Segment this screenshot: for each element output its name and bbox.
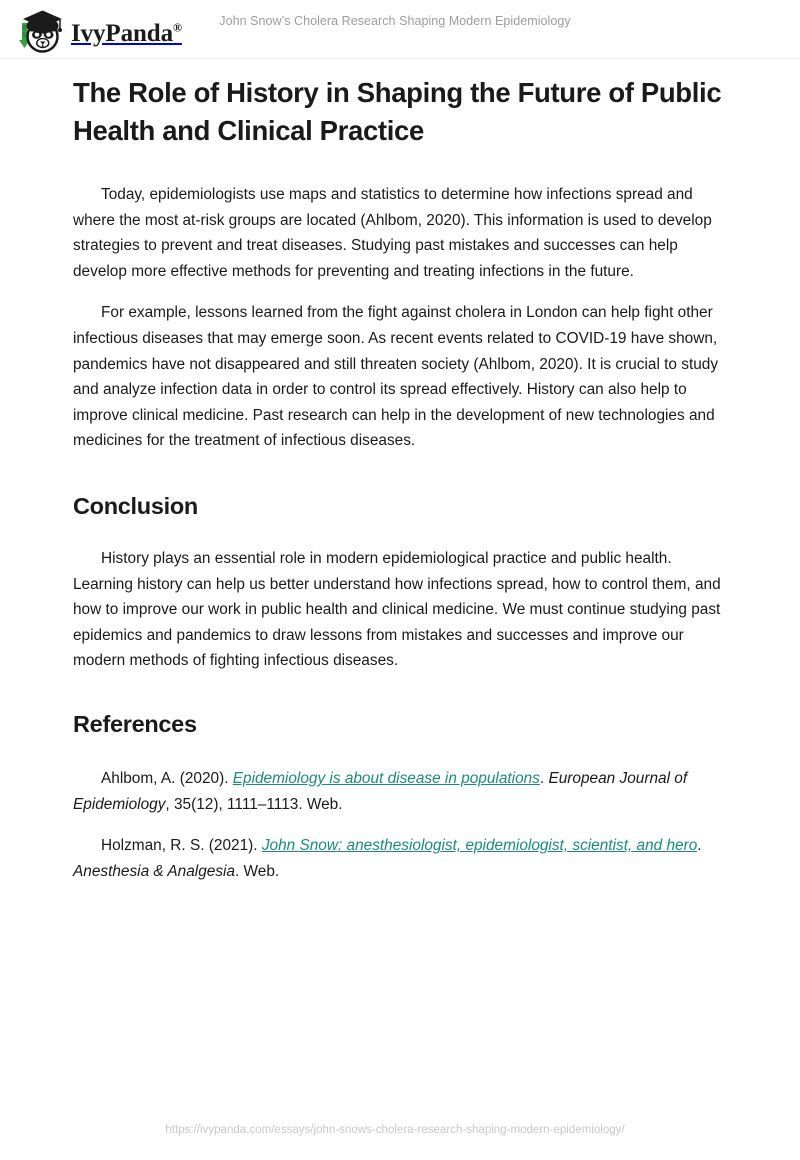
reference-tail: , 35(12), 1111–1113. Web. xyxy=(165,795,343,813)
page-footer xyxy=(0,1120,790,1138)
reference-separator: . xyxy=(697,837,702,855)
reference-author-year: Holzman, R. S. (2021). xyxy=(101,837,262,855)
document-body xyxy=(73,74,727,884)
brand-name-text: IvyPanda xyxy=(71,19,174,47)
reference-entry-1 xyxy=(73,766,727,817)
reference-source: Anesthesia & Analgesia xyxy=(73,862,235,880)
spacer xyxy=(73,150,727,182)
heading-conclusion: Conclusion xyxy=(73,492,198,519)
reference-author-year: Ahlbom, A. (2020). xyxy=(101,769,233,787)
footer-source-url: https://ivypanda.com/essays/john-snows-cholera-research-shaping-modern-epidemiology/ xyxy=(165,1124,625,1136)
paragraph-1: Today, epidemiologists use maps and statistics to determine how infections spread and where the most at-risk groups are located (Ahlbom, 2020). This information is used to develop strategies to prevent and treat diseases. Studying past mistakes and successes can help develop more effective methods for preventing and treating infections in the future. xyxy=(73,186,712,280)
reference-title-link[interactable]: Epidemiology is about disease in populations xyxy=(232,769,540,787)
running-header-title: John Snow’s Cholera Research Shaping Modern Epidemiology xyxy=(219,14,571,28)
spacer xyxy=(73,284,727,300)
spacer xyxy=(73,674,727,708)
page-title: The Role of History in Shaping the Future of Public Health and Clinical Practice xyxy=(73,77,722,146)
reference-entry-2 xyxy=(73,833,727,884)
reference-title-link[interactable]: John Snow: anesthesiologist, epidemiologist, scientist, and hero xyxy=(261,837,698,855)
reference-tail: . Web. xyxy=(235,862,280,880)
reference-source: European Journal of Epidemiology xyxy=(73,769,688,813)
spacer xyxy=(73,740,727,766)
reference-separator: . xyxy=(539,769,549,787)
heading-references: References xyxy=(73,710,197,737)
paragraph-2: For example, lessons learned from the fight against cholera in London can help fight other infectious diseases that may emerge soon. As recent events related to COVID-19 have shown, pandemics have not disappeared and still threaten society (Ahlbom, 2020). It is crucial to study and analyze infection data in order to control its spread effectively. History can also help to improve clinical medicine. Past research can help in the development of new technologies and medicines for the treatment of infectious diseases. xyxy=(73,304,719,450)
page-header xyxy=(0,0,800,58)
spacer xyxy=(73,522,727,546)
spacer xyxy=(73,454,727,490)
registered-trademark-icon: ® xyxy=(173,20,182,35)
header-divider xyxy=(0,58,800,59)
conclusion-paragraph: History plays an essential role in modern epidemiological practice and public health. Learning history can help us better understand how infections spread, how to control them, and how to improve our work in public health and clinical medicine. We must continue studying past epidemics and pandemics to draw lessons from mistakes and successes and improve our modern methods of fighting infectious diseases. xyxy=(73,549,721,670)
spacer xyxy=(73,817,727,833)
